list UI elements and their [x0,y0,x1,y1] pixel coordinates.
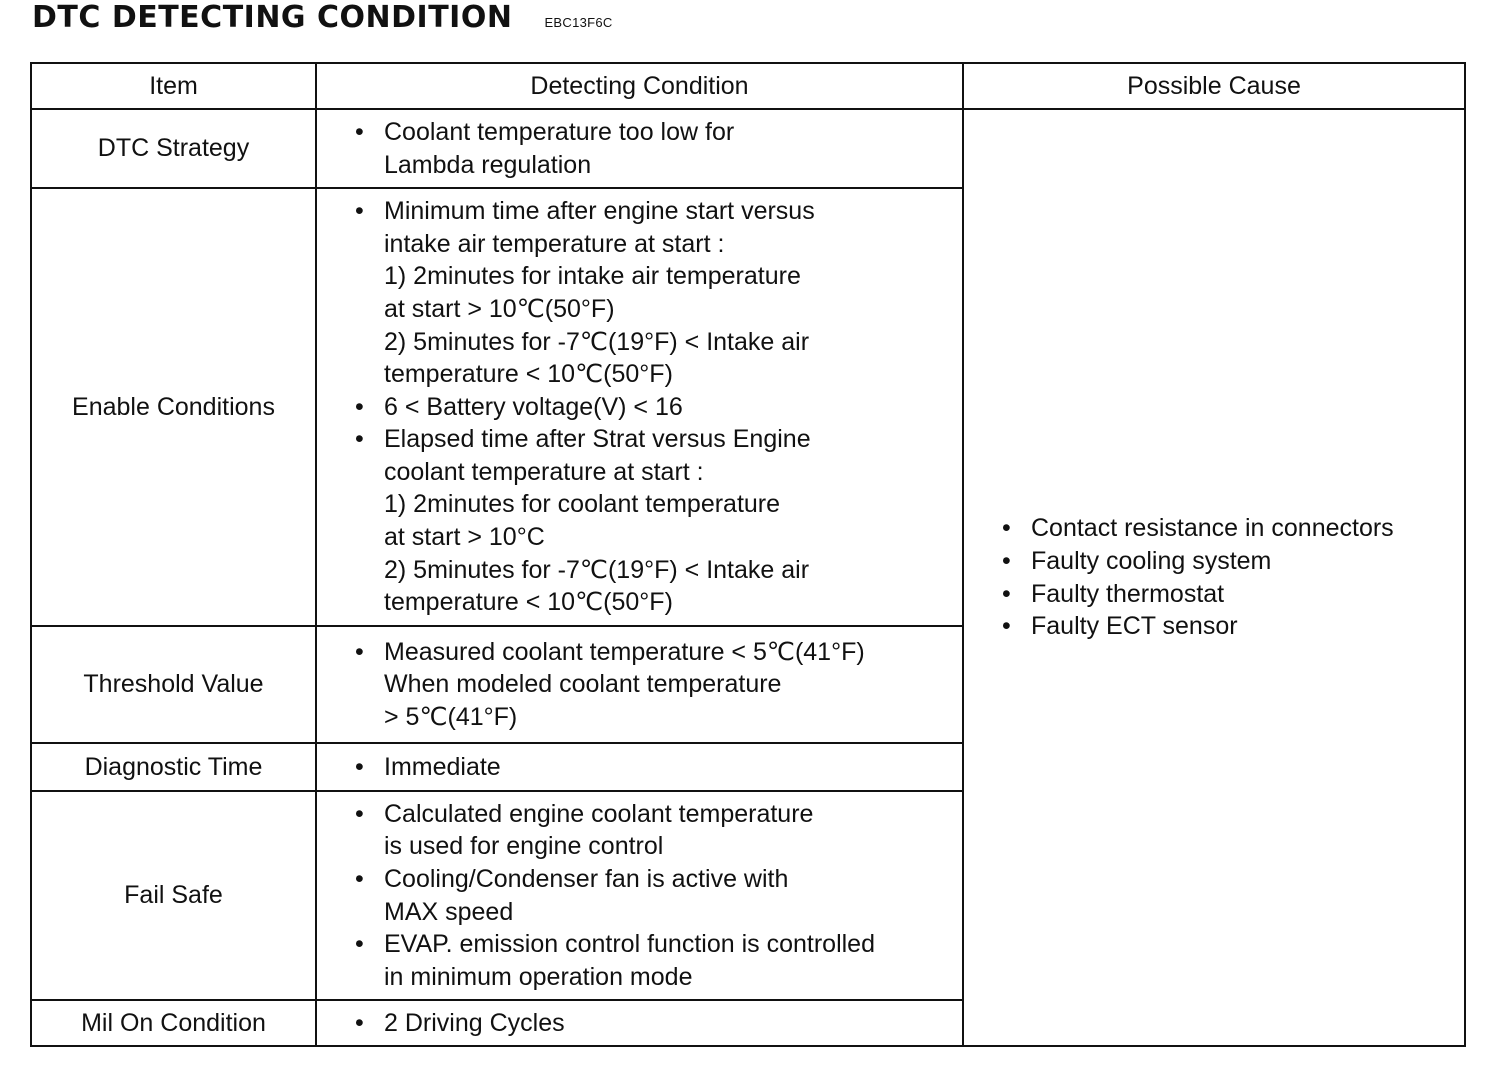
condition-item [355,636,962,734]
possible-cause-item: • Faulty thermostat [1002,578,1464,611]
row-item-label: DTC Strategy [31,109,316,188]
condition-line: When modeled coolant temperature [384,670,782,699]
page-heading [32,0,613,44]
row-conditions [316,626,963,743]
condition-item [355,751,962,784]
condition-line: 2) 5minutes for -7℃(19°F) < Intake air [384,555,810,584]
condition-item [355,195,962,391]
condition-line: • EVAP. emission control function is controlled [384,930,875,959]
condition-item [355,863,962,928]
condition-line: • 2 Driving Cycles [384,1008,565,1037]
row-item-label: Mil On Condition [31,1000,316,1046]
row-item-label: Threshold Value [31,626,316,743]
condition-line: intake air temperature at start : [384,229,725,258]
column-header-possible-cause: Possible Cause [963,63,1465,109]
possible-cause-item: • Faulty cooling system [1002,545,1464,578]
condition-line: 1) 2minutes for coolant temperature [384,490,781,519]
condition-line: Lambda regulation [384,150,592,179]
condition-line: is used for engine control [384,832,664,861]
column-header-detecting-condition: Detecting Condition [316,63,963,109]
condition-line: at start > 10℃(50°F) [384,294,615,323]
condition-line: • Minimum time after engine start versus [384,197,815,226]
condition-line: • Elapsed time after Strat versus Engine [384,425,811,454]
row-item-label: Enable Conditions [31,188,316,626]
condition-line: > 5℃(41°F) [384,702,518,731]
column-header-item: Item [31,63,316,109]
condition-line: • 6 < Battery voltage(V) < 16 [384,392,683,421]
row-conditions [316,1000,963,1046]
condition-line: temperature < 10℃(50°F) [384,588,673,617]
row-item-label: Fail Safe [31,791,316,1000]
condition-line: MAX speed [384,897,514,926]
document-code: EBC13F6C [544,15,613,30]
possible-cause-item: • Faulty ECT sensor [1002,610,1464,643]
condition-item [355,391,962,424]
condition-line: 2) 5minutes for -7℃(19°F) < Intake air [384,327,810,356]
table-header-row [31,63,1465,109]
row-conditions [316,743,963,791]
condition-line: • Cooling/Condenser fan is active with [384,864,789,893]
condition-line: coolant temperature at start : [384,457,704,486]
row-item-label: Diagnostic Time [31,743,316,791]
condition-item [355,928,962,993]
table-row-dtc-strategy [31,109,1465,188]
condition-line: • Measured coolant temperature < 5℃(41°F) [384,637,865,666]
possible-cause-cell [963,109,1465,1046]
condition-line: • Calculated engine coolant temperature [384,799,814,828]
row-conditions [316,109,963,188]
dtc-condition-table [30,62,1466,1047]
condition-line: in minimum operation mode [384,962,693,991]
condition-line: • Coolant temperature too low for [384,117,735,146]
condition-item [355,116,962,181]
condition-line: temperature < 10℃(50°F) [384,360,673,389]
row-conditions [316,791,963,1000]
possible-cause-item: • Contact resistance in connectors [1002,512,1464,545]
condition-line: at start > 10°C [384,523,545,552]
condition-line: • Immediate [384,752,501,781]
condition-item [355,423,962,619]
page-title: DTC DETECTING CONDITION [32,0,513,35]
condition-item [355,798,962,863]
condition-item [355,1007,962,1040]
row-conditions [316,188,963,626]
condition-line: 1) 2minutes for intake air temperature [384,262,801,291]
